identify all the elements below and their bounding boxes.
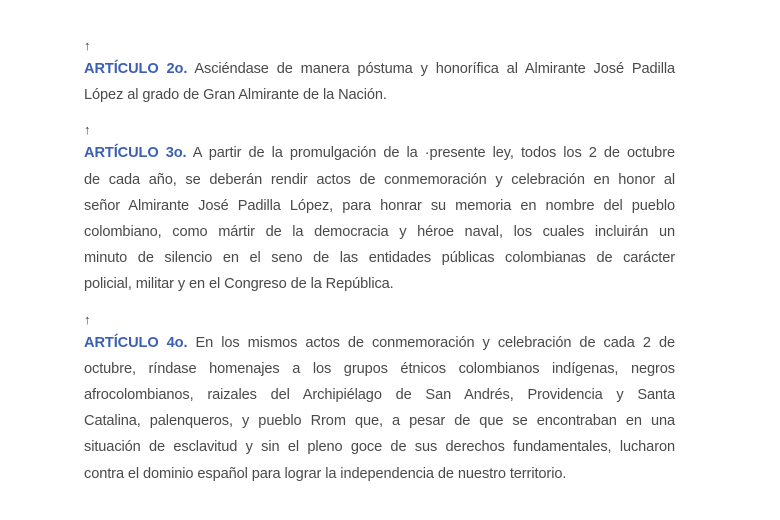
article-3 [84,120,675,297]
article-line: colombiano, como mártir de la democracia y héroe naval, los cuales incluirán un [84,224,675,241]
article-line: López al grado de Gran Almirante de la Nación. [84,87,387,104]
article-line: policial, militar y en el Congreso de la República. [84,276,394,293]
up-arrow-icon[interactable]: ↑ [84,122,91,138]
article-line: de cada año, se deberán rendir actos de conmemoración y celebración en honor al [84,171,675,188]
article-text: Asciéndase de manera póstuma y honorífica al Almirante José Padilla [187,61,675,77]
article-text: A partir de la promulgación de la ·presente ley, todos los 2 de octubre [186,145,675,162]
up-arrow-icon[interactable]: ↑ [84,311,91,327]
article-line: señor Almirante José Padilla López, para honrar su memoria en nombre del pueblo [84,197,675,214]
up-arrow-icon[interactable]: ↑ [84,38,91,53]
article-line: contra el dominio español para lograr la independencia de nuestro territorio. [84,465,567,482]
article-4 [84,310,675,487]
article-line: situación de esclavitud y sin el pleno goce de sus derechos fundamentales, lucharon [84,439,675,456]
article-line: afrocolombianos, raizales del Archipiélago de San Andrés, Providencia y Santa [84,387,675,404]
article-line: octubre, ríndase homenajes a los grupos étnicos colombianos indígenas, negros [84,360,675,377]
article-2 [84,36,675,108]
article-heading: ARTÍCULO 4o. [84,334,188,351]
article-line [84,330,675,356]
article-line [84,140,675,166]
document-body [84,36,675,499]
article-text: En los mismos actos de conmemoración y celebración de cada 2 de [187,334,675,351]
article-line: Catalina, palenqueros, y pueblo Rrom que, a pesar de que se encontraban en una [84,413,675,430]
article-line [84,56,675,82]
article-line: minuto de silencio en el seno de las entidades públicas colombianas de carácter [84,250,675,267]
article-heading: ARTÍCULO 3o. [84,145,187,162]
article-heading: ARTÍCULO 2o. [84,61,188,77]
